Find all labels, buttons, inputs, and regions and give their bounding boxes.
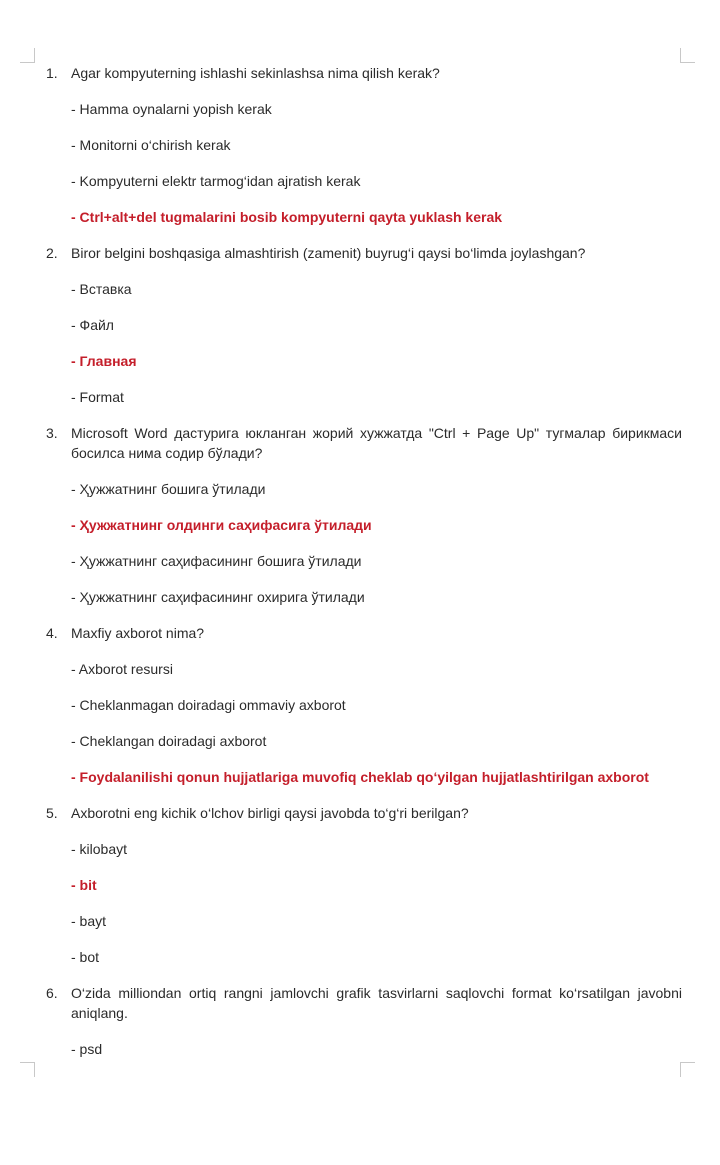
- answer-option: - Cheklanmagan doiradagi ommaviy axborot: [71, 697, 346, 713]
- answer-option: - Вставка: [71, 281, 132, 297]
- answer-option: - kilobayt: [71, 841, 128, 857]
- correct-answer-option: - Ctrl+alt+del tugmalarini bosib kompyuterni qayta yuklash kerak: [71, 209, 503, 225]
- question-text: Maxfiy axborot nima?: [71, 625, 205, 641]
- question-text: Axborotni eng kichik o‘lchov birligi qaysi javobda to‘g‘ri berilgan?: [71, 805, 469, 821]
- answer-option: - Format: [71, 389, 124, 405]
- question-block: [46, 623, 682, 787]
- question-number: 4.: [46, 625, 58, 641]
- question: [46, 423, 682, 463]
- question-block: [46, 803, 682, 967]
- answer-option: - Cheklangan doiradagi axborot: [71, 733, 267, 749]
- question-block: [46, 243, 682, 407]
- question-text: O‘zida milliondan ortiq rangni jamlovchi grafik tasvirlarni saqlovchi format ko‘rsatilgan javobni aniqlang.: [71, 985, 682, 1021]
- question: [46, 623, 682, 643]
- answer-option: - bayt: [71, 913, 107, 929]
- answer-option: - Hamma oynalarni yopish kerak: [71, 101, 272, 117]
- document-body: [46, 63, 682, 1075]
- question-text: Biror belgini boshqasiga almashtirish (zamenit) buyrug‘i qaysi bo‘limda joylashgan?: [71, 245, 586, 261]
- question: [46, 983, 682, 1023]
- page-corner-mark-bottom-right: [680, 1062, 695, 1077]
- page-corner-mark-top-right: [680, 48, 695, 63]
- question-number: 1.: [46, 65, 58, 81]
- page-corner-mark-top-left: [20, 48, 35, 63]
- answer-option: - Monitorni o‘chirish kerak: [71, 137, 231, 153]
- question-block: [46, 983, 682, 1059]
- answer-option: - Ҳужжатнинг саҳифасининг бошига ўтилади: [71, 553, 362, 569]
- question: [46, 803, 682, 823]
- correct-answer-option: - Ҳужжатнинг олдинги саҳифасига ўтилади: [71, 517, 372, 533]
- page-corner-mark-bottom-left: [20, 1062, 35, 1077]
- question: [46, 63, 682, 83]
- question-number: 2.: [46, 245, 58, 261]
- answer-option: - psd: [71, 1041, 103, 1057]
- answer-option: - bot: [71, 949, 100, 965]
- answer-option: - Ҳужжатнинг саҳифасининг охирига ўтилади: [71, 589, 365, 605]
- answer-option: - Axborot resursi: [71, 661, 173, 677]
- question-text: Agar kompyuterning ishlashi sekinlashsa nima qilish kerak?: [71, 65, 440, 81]
- question-number: 5.: [46, 805, 58, 821]
- question-text: Microsoft Word дастурига юкланган жорий хужжатда "Ctrl + Page Up" тугмалар бирикмаси босилса нима содир бўлади?: [71, 425, 682, 461]
- answer-option: - Ҳужжатнинг бошига ўтилади: [71, 481, 266, 497]
- correct-answer-option: - Foydalanilishi qonun hujjatlariga muvofiq cheklab qo‘yilgan hujjatlashtirilgan axborot: [71, 769, 649, 785]
- question-number: 6.: [46, 985, 58, 1001]
- question-block: [46, 63, 682, 227]
- answer-option: - Kompyuterni elektr tarmog‘idan ajratish kerak: [71, 173, 361, 189]
- question-number: 3.: [46, 425, 58, 441]
- correct-answer-option: - Главная: [71, 353, 137, 369]
- question: [46, 243, 682, 263]
- correct-answer-option: - bit: [71, 877, 97, 893]
- answer-option: - Файл: [71, 317, 114, 333]
- question-block: [46, 423, 682, 607]
